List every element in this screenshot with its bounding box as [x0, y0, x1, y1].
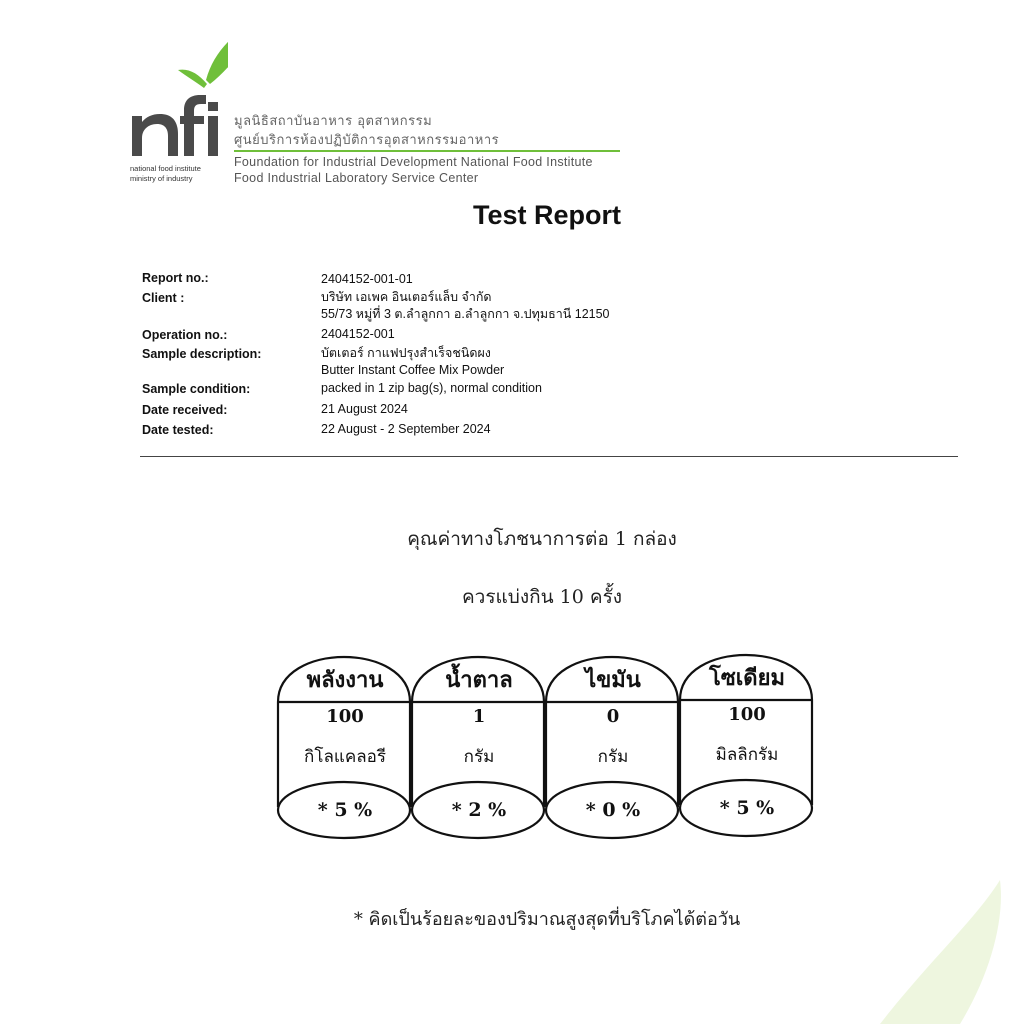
meta-value: บัตเตอร์ กาแฟปรุงสำเร็จชนิดผง [321, 346, 491, 360]
meta-label: Report no.: [142, 271, 209, 285]
nutrient-unit: มิลลิกรัม [715, 745, 779, 765]
nutrient-amount: 100 [326, 706, 364, 727]
meta-value: 21 August 2024 [321, 402, 408, 416]
nutrient-name: โซเดียม [709, 665, 785, 691]
meta-label: Client : [142, 291, 185, 305]
nutrient-amount: 0 [606, 706, 620, 727]
nutrient-name: น้ำตาล [445, 667, 513, 693]
nutrient-unit: กิโลแคลอรี [304, 747, 386, 767]
nutrient-percent: * 0 % [585, 799, 641, 821]
org-name-en: Foundation for Industrial Development National Food Institute [234, 155, 593, 169]
meta-label: Date received: [142, 403, 228, 417]
meta-value: บริษัท เอเพค อินเตอร์แล็บ จำกัด [321, 290, 492, 304]
meta-value: Butter Instant Coffee Mix Powder [321, 363, 505, 377]
meta-value: 2404152-001 [321, 327, 395, 341]
logo-subtitle-1: national food institute [130, 164, 201, 173]
nutrient-unit: กรัม [597, 747, 629, 767]
org-center-en: Food Industrial Laboratory Service Center [234, 171, 479, 185]
letterhead [128, 18, 648, 188]
meta-label: Sample description: [142, 347, 262, 361]
serving-advice: ควรแบ่งกิน 10 ครั้ง [461, 586, 623, 608]
meta-label: Operation no.: [142, 328, 228, 342]
nutrient-amount: 1 [472, 706, 486, 727]
meta-value: 22 August - 2 September 2024 [321, 422, 491, 436]
nutrient-percent: * 5 % [719, 797, 775, 819]
nutrition-heading: คุณค่าทางโภชนาการต่อ 1 กล่อง [407, 528, 677, 550]
daily-intake-footnote: * คิดเป็นร้อยละของปริมาณสูงสุดที่บริโภคได้ต่อวัน [353, 909, 741, 930]
org-name-th: มูลนิธิสถาบันอาหาร อุตสาหกรรม [234, 114, 433, 129]
nfi-logo [128, 18, 228, 168]
nutrient-percent: * 2 % [451, 799, 507, 821]
nutrient-name: ไขมัน [585, 667, 641, 693]
report-title: Test Report [472, 200, 621, 230]
logo-subtitle-2: ministry of industry [130, 174, 193, 183]
nutrient-name: พลังงาน [306, 667, 384, 693]
org-center-th: ศูนย์บริการห้องปฏิบัติการอุตสาหกรรมอาหาร [234, 133, 500, 148]
meta-label: Sample condition: [142, 382, 251, 396]
meta-value: packed in 1 zip bag(s), normal condition [321, 381, 542, 395]
header-green-rule [234, 150, 620, 152]
meta-label: Date tested: [142, 423, 214, 437]
nutrient-unit: กรัม [463, 747, 495, 767]
meta-value: 2404152-001-01 [321, 272, 413, 286]
gda-label [276, 632, 816, 842]
nutrient-percent: * 5 % [317, 799, 373, 821]
meta-value: 55/73 หมู่ที่ 3 ต.ลำลูกกา อ.ลำลูกกา จ.ปทุมธานี 12150 [321, 307, 610, 321]
section-divider [140, 456, 958, 457]
nutrient-amount: 100 [728, 704, 766, 725]
